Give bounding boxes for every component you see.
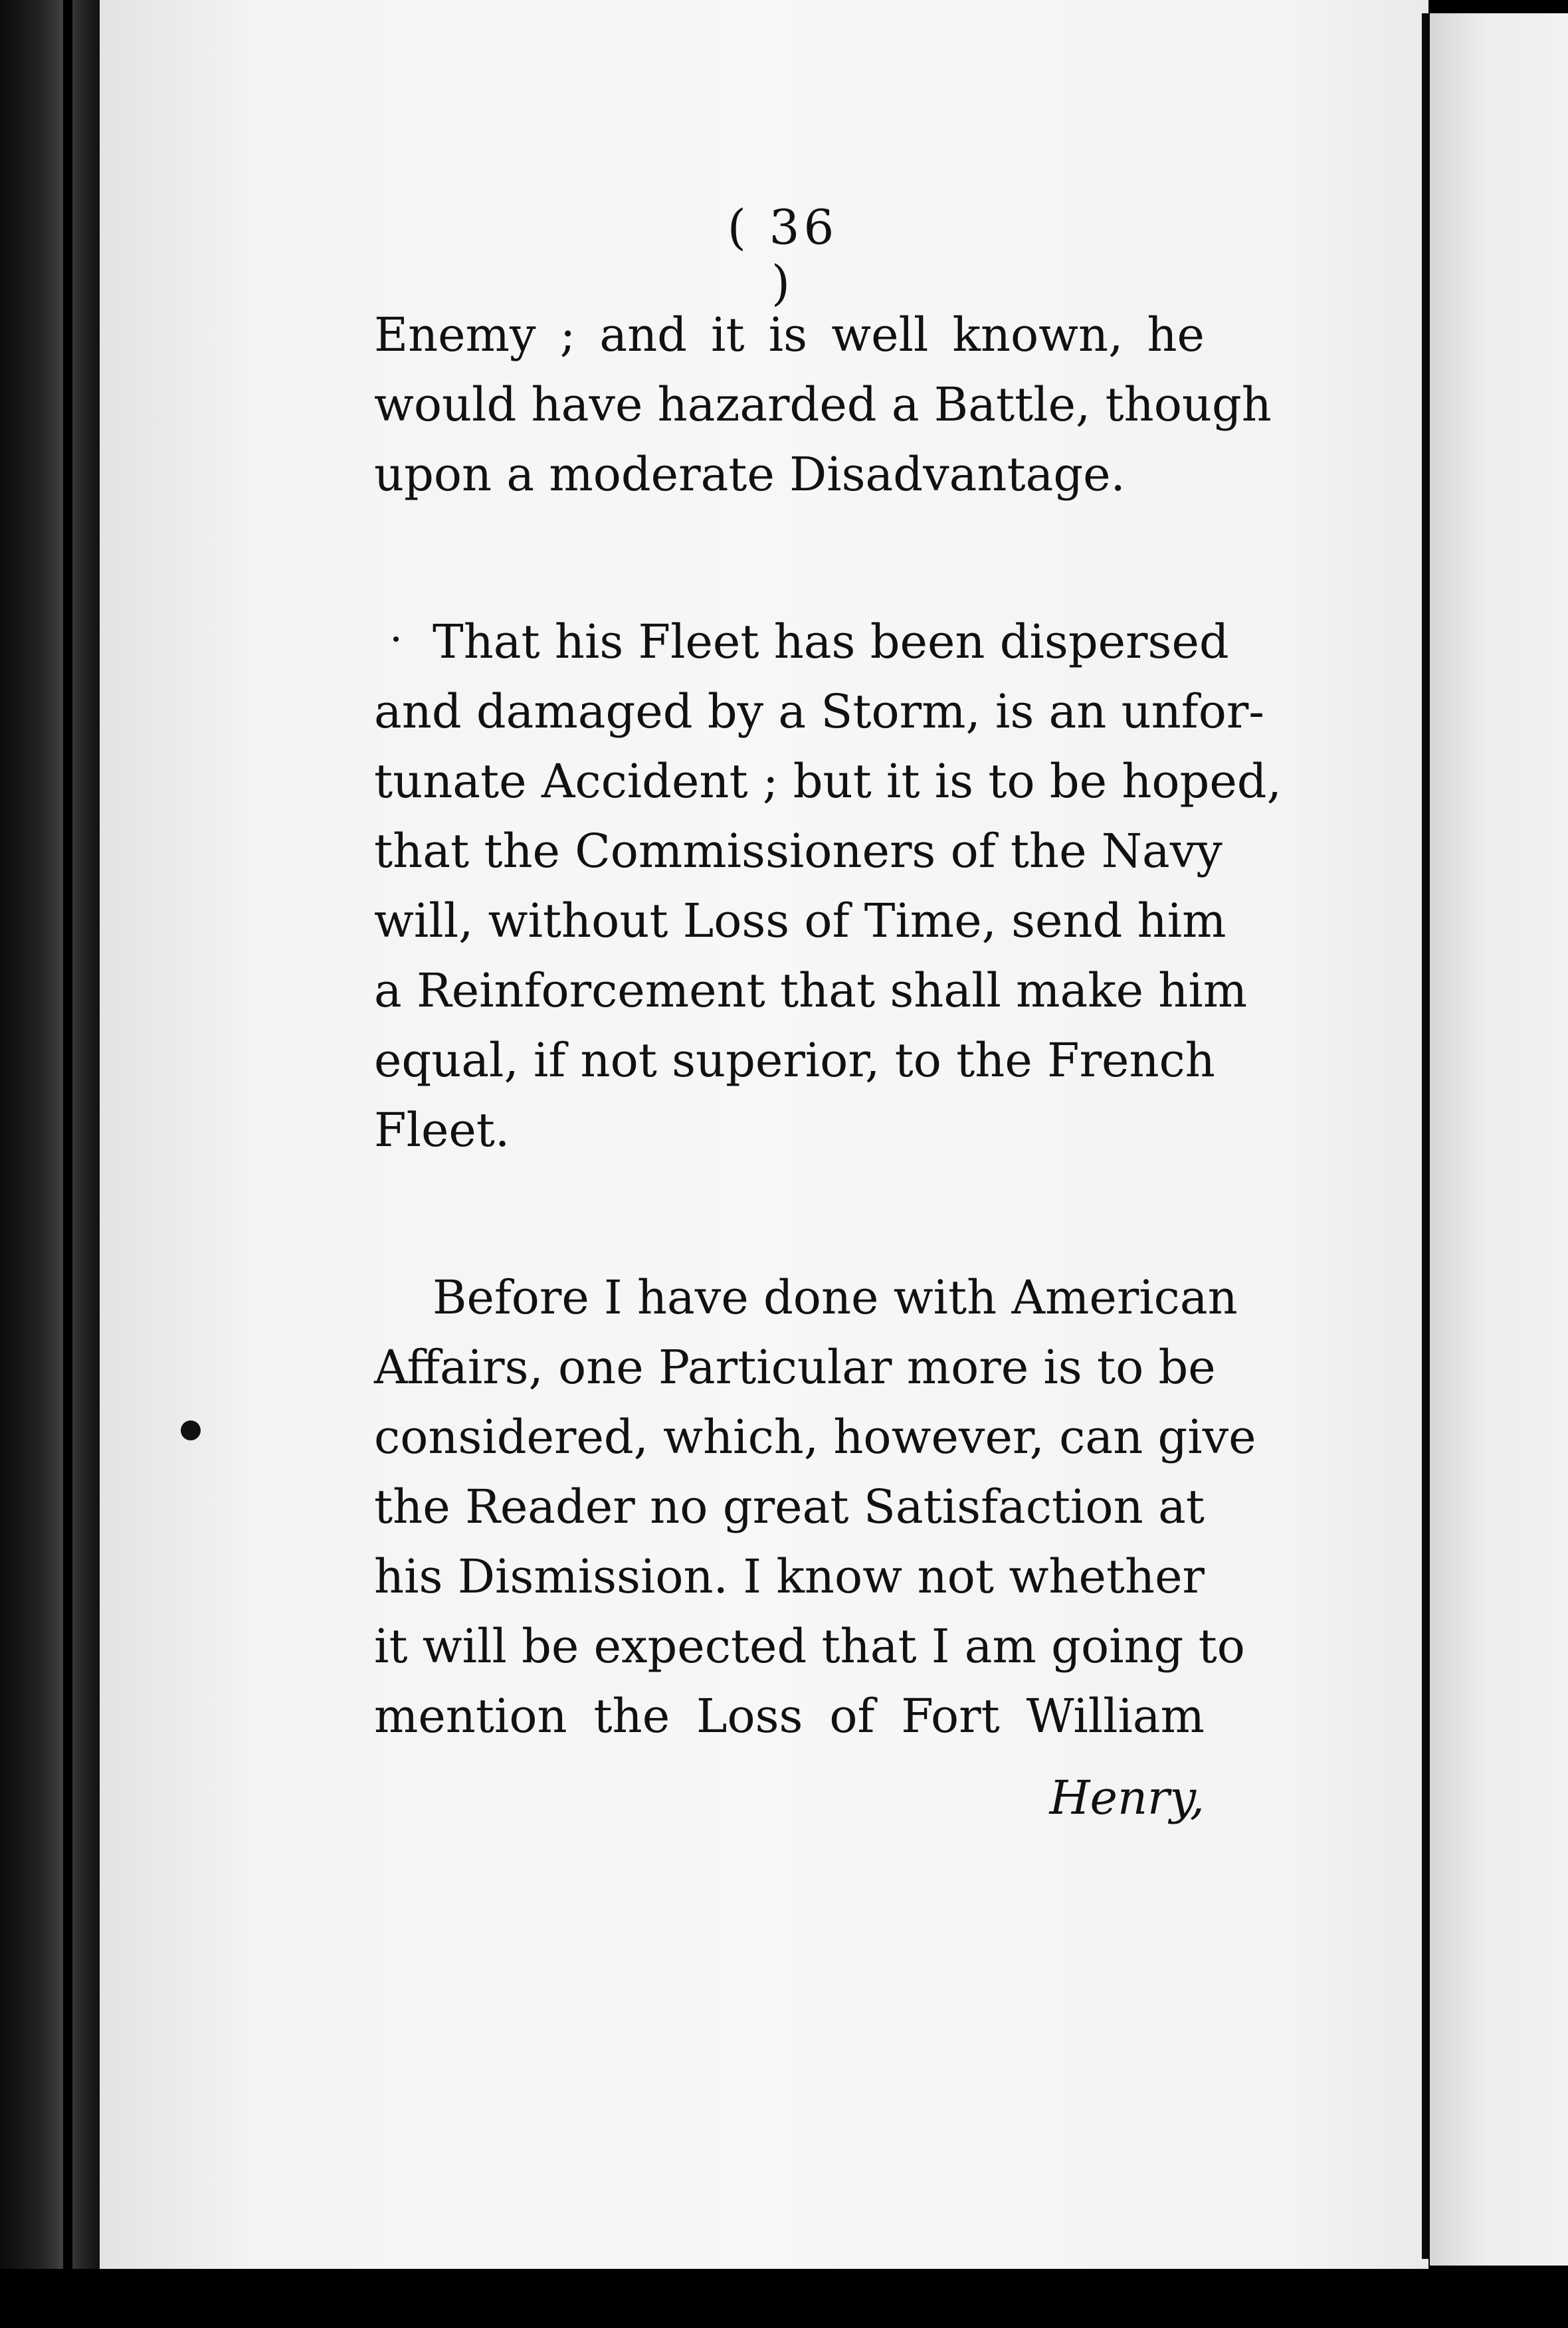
text-line: that the Commissioners of the Navy — [374, 824, 1223, 878]
gutter-line — [1422, 13, 1430, 2259]
text-line: upon a moderate Disadvantage. — [374, 447, 1126, 502]
ink-speck — [181, 1420, 201, 1440]
catchword: Henry, — [1049, 1771, 1205, 1825]
text-line: That his Fleet has been dispersed — [433, 615, 1229, 669]
text-line: tunate Accident ; but it is to be hoped, — [374, 754, 1282, 809]
text-line: it will be expected that I am going to — [374, 1619, 1245, 1674]
text-line: the Reader no great Satisfaction at — [374, 1480, 1205, 1534]
text-line: mention the Loss of Fort William — [374, 1689, 1205, 1743]
text-line: Affairs, one Particular more is to be — [374, 1340, 1216, 1395]
page-number: ( 36 ) — [727, 199, 838, 311]
text-line: and damaged by a Storm, is an unfor- — [374, 684, 1264, 739]
text-line: will, without Loss of Time, send him — [374, 894, 1226, 948]
text-line: Before I have done with American — [433, 1270, 1238, 1325]
book-binding-edge — [0, 0, 100, 2328]
text-line: his Dismission. I know not whether — [374, 1549, 1205, 1604]
paragraph-2 — [374, 607, 1282, 1165]
binding-shadow-line — [63, 0, 72, 2272]
text-line: would have hazarded a Battle, though — [374, 377, 1272, 432]
text-line: Enemy ; and it is well known, he — [374, 308, 1205, 362]
ink-speck — [393, 636, 399, 642]
scan-bottom-edge — [0, 2269, 1568, 2328]
page-body-text — [374, 300, 1282, 1751]
facing-page-edge — [1430, 13, 1568, 2266]
paragraph-3 — [374, 1263, 1256, 1751]
text-line: equal, if not superior, to the French — [374, 1033, 1215, 1088]
text-line: a Reinforcement that shall make him — [374, 963, 1248, 1018]
text-line: Fleet. — [374, 1103, 510, 1157]
text-line: considered, which, however, can give — [374, 1410, 1256, 1464]
paragraph-1 — [374, 300, 1272, 510]
